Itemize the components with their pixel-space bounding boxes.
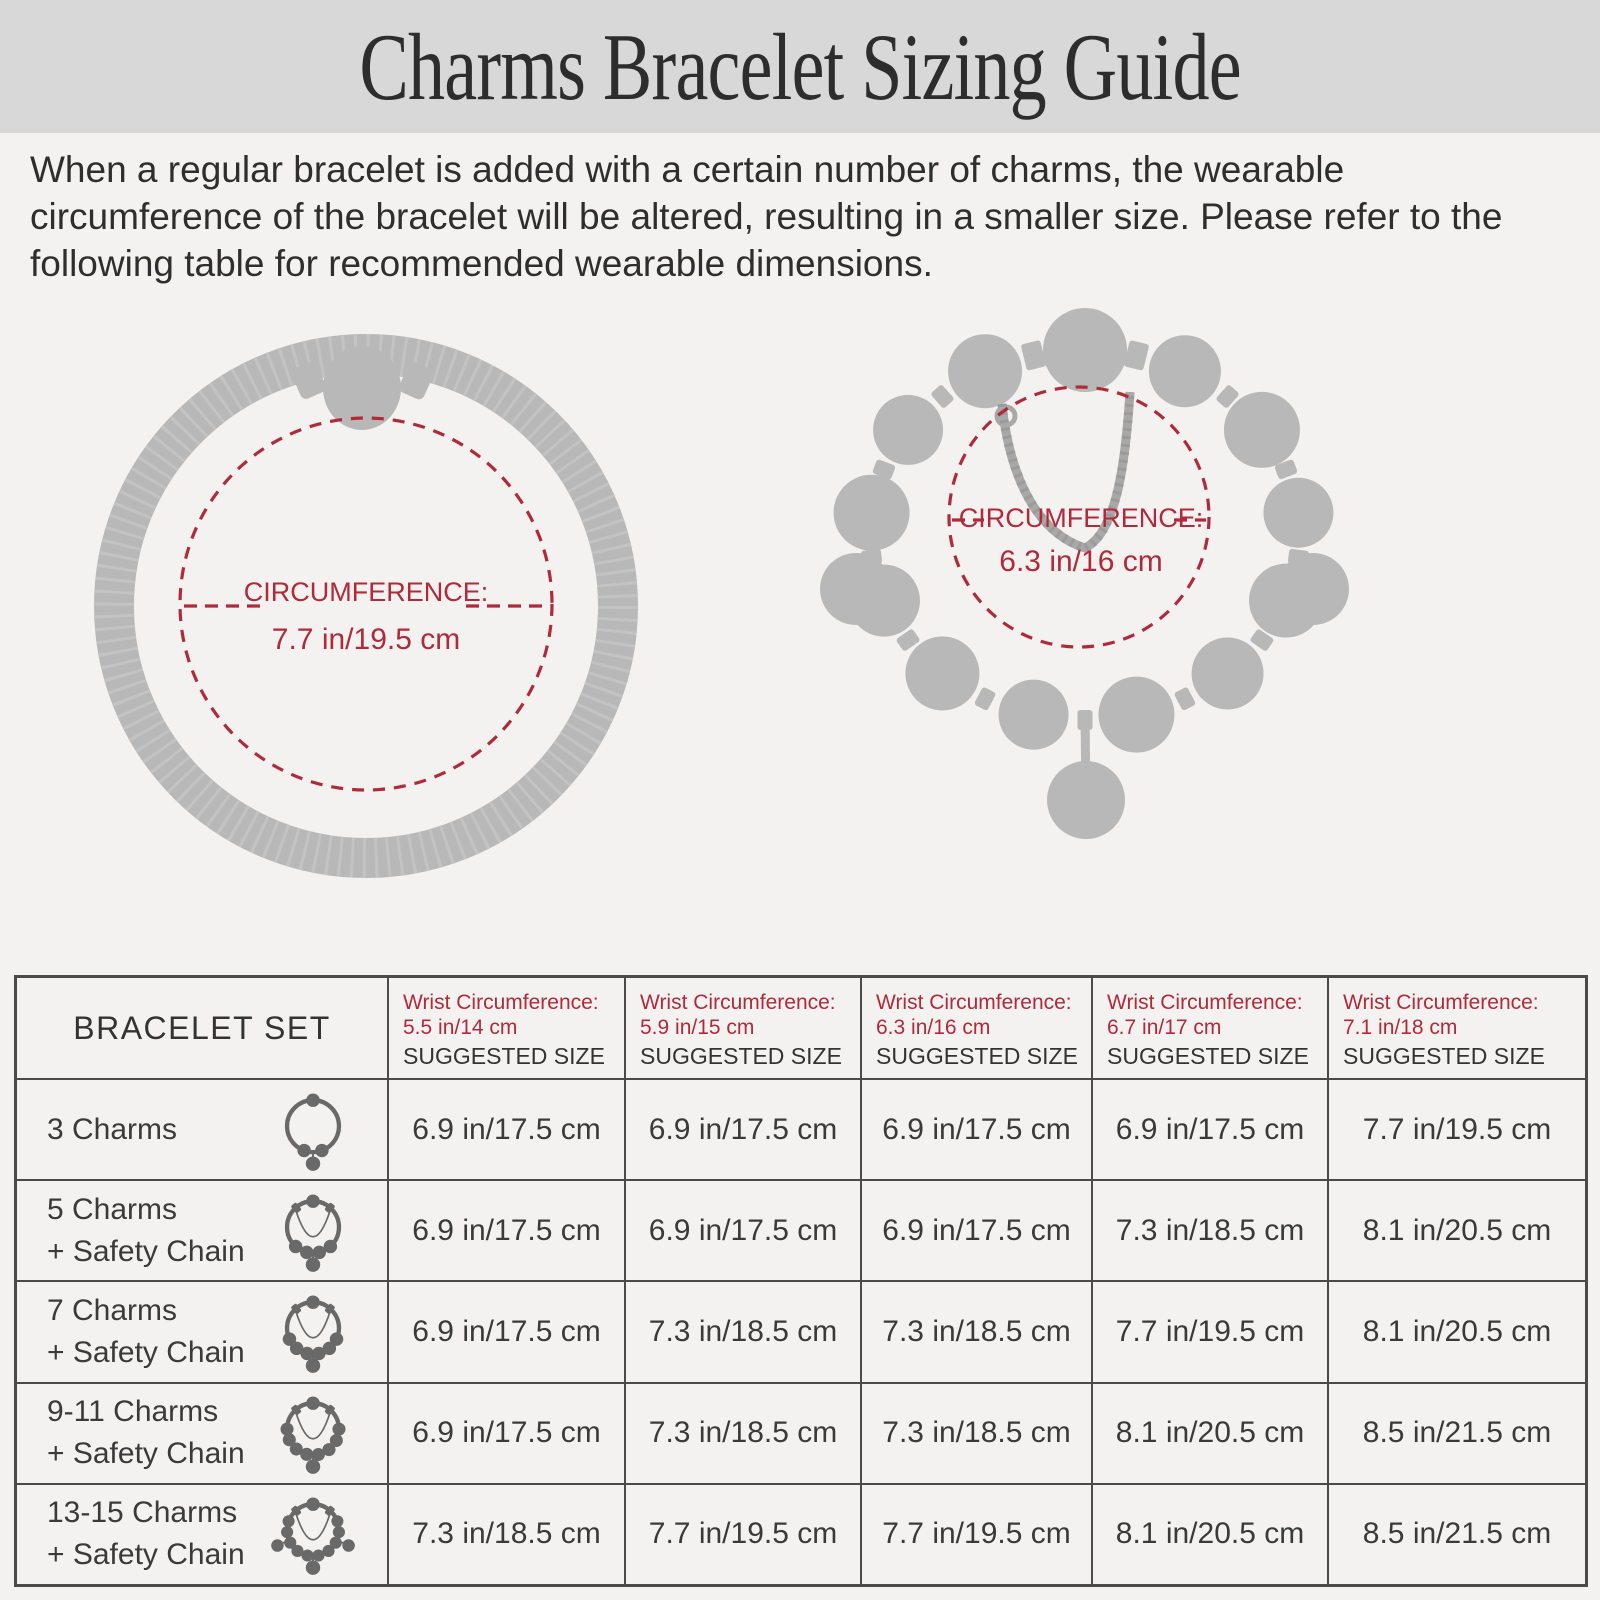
suggested-size-cell: 6.9 in/17.5 cm: [624, 1179, 860, 1280]
circumference-annotation: [949, 387, 1209, 647]
title-band: [0, 0, 1600, 133]
suggested-size-cell: 8.1 in/20.5 cm: [1091, 1382, 1327, 1483]
circumference-annotation: [180, 418, 552, 790]
charm-bead: [1224, 392, 1300, 468]
bracelet-set-label: BRACELET SET: [73, 1009, 331, 1046]
bracelet-set-name: [47, 1109, 177, 1151]
dangling-charm: [1277, 553, 1349, 625]
suggested-size-label: SUGGESTED SIZE: [1107, 1043, 1309, 1069]
intro-line: following table for recommended wearable dimensions.: [30, 243, 933, 284]
suggested-size-cell: 6.9 in/17.5 cm: [860, 1179, 1091, 1280]
table-row-label: [17, 1483, 387, 1584]
suggested-size-label: SUGGESTED SIZE: [876, 1043, 1078, 1069]
wrist-circumference-value: 7.1 in/18 cm: [1343, 1016, 1458, 1039]
suggested-size-cell: 6.9 in/17.5 cm: [1091, 1078, 1327, 1179]
sizing-table: [14, 975, 1588, 1587]
table-header-bracelet-set: [17, 978, 387, 1078]
table-row-label: [17, 1280, 387, 1381]
suggested-size-cell: 6.9 in/17.5 cm: [387, 1280, 624, 1381]
charm-bead: [999, 680, 1069, 750]
suggested-size-cell: 7.3 in/18.5 cm: [624, 1280, 860, 1381]
bracelet-set-name: [47, 1391, 245, 1475]
page-title: Charms Bracelet Sizing Guide: [359, 13, 1241, 120]
bracelet-diagrams: [0, 280, 1600, 975]
wrist-circumference-label: Wrist Circumference:: [640, 991, 836, 1014]
suggested-size-cell: 7.3 in/18.5 cm: [860, 1280, 1091, 1381]
wrist-circumference-value: 6.7 in/17 cm: [1107, 1016, 1222, 1039]
suggested-size-cell: 6.9 in/17.5 cm: [387, 1078, 624, 1179]
suggested-size-cell: 7.7 in/19.5 cm: [624, 1483, 860, 1584]
suggested-size-cell: 8.5 in/21.5 cm: [1327, 1382, 1585, 1483]
wrist-circumference-label: Wrist Circumference:: [1343, 991, 1539, 1014]
suggested-size-cell: 6.9 in/17.5 cm: [624, 1078, 860, 1179]
table-header-wrist-2: [624, 978, 860, 1078]
intro-line: When a regular bracelet is added with a certain number of charms, the wearable: [30, 149, 1345, 190]
bracelet-3-charms-icon: [263, 1080, 363, 1180]
wrist-circumference-label: Wrist Circumference:: [403, 991, 599, 1014]
wrist-circumference-value: 6.3 in/16 cm: [876, 1016, 991, 1039]
circumference-value: 6.3 in/16 cm: [999, 545, 1163, 578]
suggested-size-cell: 6.9 in/17.5 cm: [387, 1179, 624, 1280]
table-header-wrist-3: [860, 978, 1091, 1078]
clasp-bead: [1043, 308, 1127, 392]
table-row-label: [17, 1078, 387, 1179]
charm-bead: [1098, 677, 1174, 753]
charms-count-label: 3 Charms: [47, 1112, 178, 1146]
charms-count-label: 5 Charms: [47, 1192, 178, 1226]
intro-paragraph: [30, 146, 1590, 287]
bracelet-13-15-charms-safety-chain-icon: [263, 1484, 363, 1584]
suggested-size-label: SUGGESTED SIZE: [403, 1043, 605, 1069]
suggested-size-cell: 8.1 in/20.5 cm: [1327, 1280, 1585, 1381]
suggested-size-cell: 7.3 in/18.5 cm: [1091, 1179, 1327, 1280]
charm-bead: [834, 475, 910, 551]
wrist-circumference-value: 5.9 in/15 cm: [640, 1016, 755, 1039]
suggested-size-label: SUGGESTED SIZE: [1343, 1043, 1545, 1069]
safety-chain-label: + Safety Chain: [47, 1335, 245, 1369]
suggested-size-cell: 7.7 in/19.5 cm: [860, 1483, 1091, 1584]
charms-count-label: 7 Charms: [47, 1293, 178, 1327]
suggested-size-cell: 6.9 in/17.5 cm: [860, 1078, 1091, 1179]
suggested-size-cell: 6.9 in/17.5 cm: [387, 1382, 624, 1483]
bracelet-set-name: [47, 1492, 245, 1576]
table-row-label: [17, 1179, 387, 1280]
charms-count-label: 9-11 Charms: [47, 1395, 219, 1429]
charm-bead: [948, 334, 1022, 408]
circumference-value: 7.7 in/19.5 cm: [271, 623, 461, 656]
safety-chain-label: + Safety Chain: [47, 1234, 245, 1268]
charm-bead: [905, 636, 979, 710]
bracelet-5-charms-safety-chain-icon: [263, 1181, 363, 1281]
suggested-size-cell: 7.3 in/18.5 cm: [624, 1382, 860, 1483]
suggested-size-cell: 7.7 in/19.5 cm: [1091, 1280, 1327, 1381]
intro-line: circumference of the bracelet will be altered, resulting in a smaller size. Please refer to the: [30, 196, 1503, 237]
bracelet-7-charms-safety-chain-icon: [263, 1282, 363, 1382]
safety-chain-label: + Safety Chain: [47, 1538, 245, 1572]
suggested-size-label: SUGGESTED SIZE: [640, 1043, 842, 1069]
suggested-size-cell: 7.7 in/19.5 cm: [1327, 1078, 1585, 1179]
charms-count-label: 13-15 Charms: [47, 1496, 238, 1530]
charm-bead: [873, 395, 943, 465]
bracelet-set-name: [47, 1189, 245, 1273]
table-header-wrist-1: [387, 978, 624, 1078]
suggested-size-cell: 8.1 in/20.5 cm: [1091, 1483, 1327, 1584]
wrist-circumference-label: Wrist Circumference:: [876, 991, 1072, 1014]
suggested-size-cell: 7.3 in/18.5 cm: [860, 1382, 1091, 1483]
table-header-wrist-4: [1091, 978, 1327, 1078]
circumference-label: CIRCUMFERENCE:: [958, 503, 1204, 533]
bracelet-9-11-charms-safety-chain-icon: [263, 1383, 363, 1483]
charm-bracelet-diagram: [820, 308, 1349, 839]
wrist-circumference-value: 5.5 in/14 cm: [403, 1016, 518, 1039]
suggested-size-cell: 8.5 in/21.5 cm: [1327, 1483, 1585, 1584]
charm-bead: [1149, 335, 1221, 407]
dangling-charm: [1047, 761, 1125, 839]
suggested-size-cell: 8.1 in/20.5 cm: [1327, 1179, 1585, 1280]
bracelet-set-name: [47, 1290, 245, 1374]
dangling-charm: [820, 553, 892, 625]
table-row-label: [17, 1382, 387, 1483]
plain-bracelet-diagram: [114, 346, 618, 858]
table-header-wrist-5: [1327, 978, 1585, 1078]
suggested-size-cell: 7.3 in/18.5 cm: [387, 1483, 624, 1584]
charm-bead: [1192, 637, 1264, 709]
circumference-label: CIRCUMFERENCE:: [243, 577, 489, 607]
charm-bead: [1263, 478, 1333, 548]
wrist-circumference-label: Wrist Circumference:: [1107, 991, 1303, 1014]
safety-chain-label: + Safety Chain: [47, 1437, 245, 1471]
